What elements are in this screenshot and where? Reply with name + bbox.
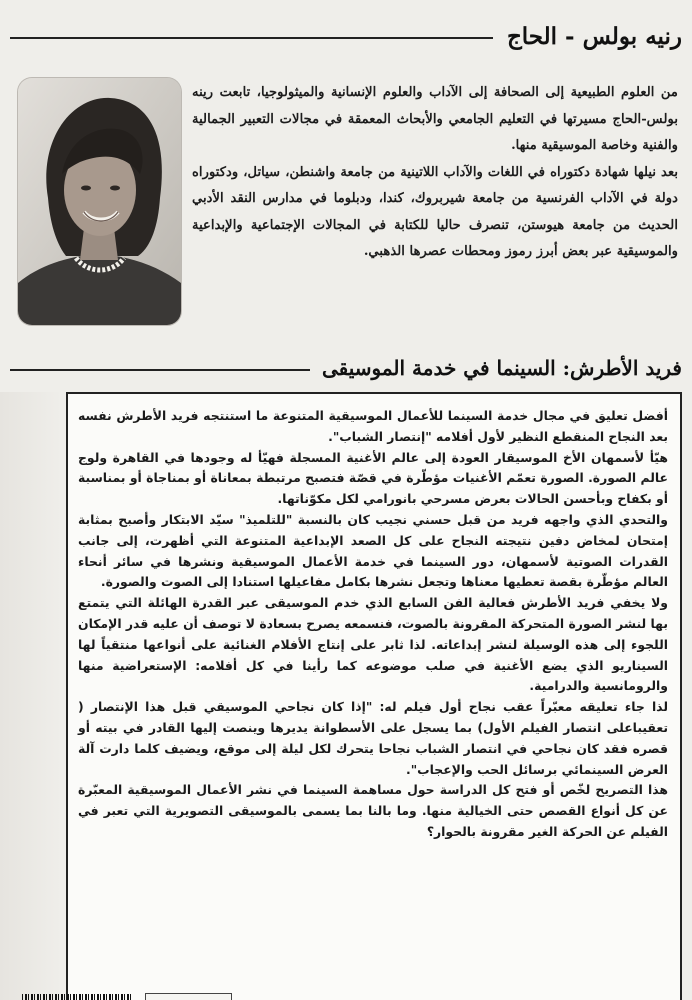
article-paragraph-3: والتحدي الذي واجهه فريد من قبل حسني نجيب كان بالنسبة "للتلميذ" سيّد الابتكار وأصبح بمثابة إمتحان لمخاض دفين نتيجته النجاح على كل الصعد الإبداعية المتنوعة التي أظهرت، إلى جانب القدرات الصوتية لأسمهان، دور السينما في خدمة الأعمال الموسيقية ونشرها في سائر أنحاء العالم مؤطّرة بقصة تعطيها معناها وتجعل نشرها بكامل مفاعيلها استنادا إلى الصوت والصورة. — [78, 511, 668, 590]
article-paragraph-1: أفضل تعليق في مجال خدمة السينما للأعمال الموسيقية المتنوعة ما استنتجه فريد الأطرش نفسه بعد النجاح المنقطع النظير لأول أفلامه "إنتصار الشباب". — [78, 408, 668, 444]
author-photo — [18, 78, 181, 325]
barcode-strip — [22, 994, 132, 1000]
article-box — [66, 392, 682, 1000]
header-rule — [10, 37, 493, 39]
article-title: فريد الأطرش: السينما في خدمة الموسيقى — [321, 356, 682, 380]
article-body — [78, 406, 668, 843]
bottom-tab — [145, 993, 232, 1000]
article-header — [10, 348, 682, 388]
article-header-rule — [10, 369, 310, 371]
author-bio-text — [192, 80, 678, 266]
author-bio-section — [0, 58, 692, 346]
author-header — [10, 16, 682, 56]
article-paragraph-4: ولا يخفي فريد الأطرش فعالية الفن السابع الذي خدم الموسيقى عبر القدرة الهائلة التي يتمتع بها لنشر الصورة المتحركة المقرونة بالصوت، فنسمعه يصرح بسعادة لا توصف أن عليه قدر الإمكان اللجوء إلى هذه الوسيلة لنشر إبداعاته. لذا ثابر على إنتاج الأفلام الغنائية على أنواعها منتقياً لها السيناريو الذي يضع الأغنية في صلب موضوعه كما رأينا في كل أفلامه: الإستعراضية منها والرومانسية والدرامية. — [78, 595, 668, 694]
article-paragraph-5: لذا جاء تعليقه معبّراً عقب نجاح أول فيلم له: "إذا كان نجاحي الموسيقي قبل هذا الإنتصار ( تعقيباعلى انتصار الفيلم الأول) بما يسجل على الأسطوانة يديرها وينصت إليها القادر في بيته أو قصره فقد كان نجاحي في انتصار الشباب نجاحا يتحرك لكل ليلة إلى موقع، ويضيف كلما دارت آلة العرض السينمائي برسائل الحب والإعجاب". — [78, 699, 668, 777]
portrait-photo-icon — [18, 78, 181, 325]
article-paragraph-2: هيّأ لأسمهان الأخ الموسيقار العودة إلى عالم الأغنية المسجلة فهيّأ له وجودها في القاهرة ولوج عالم الصورة. الصورة تعمّم الأغنيات مؤطّرة في قصّة فتصبح مرتبطة بمعاناة أو بمناجاة أو بمناسبة أو بكفاح وبأحسن الحالات بعرض مسرحي بانورامي لكل مكوّناتها. — [78, 449, 668, 507]
bio-paragraph-2: بعد نيلها شهادة دكتوراه في اللغات والآداب اللاتينية من جامعة واشنطن، سياتل، ودكتوراه دولة في الآداب الفرنسية من جامعة شيربروك، كندا، ودبلوما في مدارس النقد الأدبي الحديث من جامعة هيوستن، تنصرف حاليا للكتابة في المجالات الإجتماعية والإبداعية والموسيقية عبر بعض أبرز رموز ومحطات عصرها الذهبي. — [192, 164, 678, 259]
author-name: رنيه بولس - الحاج — [506, 22, 682, 50]
bio-paragraph-1: من العلوم الطبيعية إلى الصحافة إلى الآداب والعلوم الإنسانية والميثولوجيا، تابعت رينه بولس-الحاج مسيرتها في التعليم الجامعي والأبحاث المعمقة في مجالات التعبير الجمالية والفنية وخاصة الموسيقية منها. — [192, 85, 678, 153]
left-margin — [0, 392, 62, 1000]
article-paragraph-6: هذا التصريح لخّص أو فتح كل الدراسة حول مساهمة السينما في نشر الأعمال الموسيقية المعبّرة عن كل أنواع القصص حتى الخيالية منها. وما بالنا بما يسمى بالموسيقى التصويرية التي تعبر في الفيلم عن الحركة الغير مقرونة بالحوار؟ — [78, 782, 668, 839]
